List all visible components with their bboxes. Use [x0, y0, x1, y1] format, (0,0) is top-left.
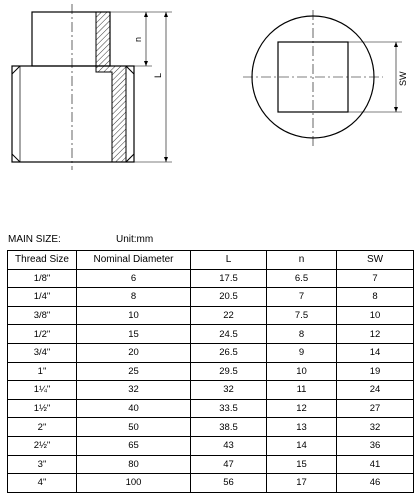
- cell-SW: 24: [337, 381, 414, 400]
- table-row: [8, 343, 414, 362]
- cell-SW: 12: [337, 325, 414, 344]
- cell-n: 6.5: [267, 269, 337, 288]
- cell-nominal-diameter: 65: [77, 436, 191, 455]
- cell-n: 7.5: [267, 306, 337, 325]
- cell-L: 43: [191, 436, 267, 455]
- cell-nominal-diameter: 40: [77, 399, 191, 418]
- cell-nominal-diameter: 80: [77, 455, 191, 474]
- top-view: [243, 10, 408, 146]
- cell-thread-size: 4": [8, 474, 77, 493]
- cell-thread-size: 2½": [8, 436, 77, 455]
- size-table: [7, 250, 414, 493]
- cell-thread-size: 1": [8, 362, 77, 381]
- cell-SW: 14: [337, 343, 414, 362]
- cell-L: 33.5: [191, 399, 267, 418]
- cell-n: 10: [267, 362, 337, 381]
- cell-SW: 10: [337, 306, 414, 325]
- header-SW: SW: [337, 251, 414, 270]
- table-row: [8, 455, 414, 474]
- table-header-row: [8, 251, 414, 270]
- cell-thread-size: 3/8": [8, 306, 77, 325]
- table-row: [8, 381, 414, 400]
- cell-nominal-diameter: 8: [77, 288, 191, 307]
- cell-nominal-diameter: 50: [77, 418, 191, 437]
- cell-nominal-diameter: 15: [77, 325, 191, 344]
- cell-SW: 41: [337, 455, 414, 474]
- section-hatch: [96, 12, 126, 162]
- cell-SW: 27: [337, 399, 414, 418]
- cell-thread-size: 1½": [8, 399, 77, 418]
- cell-n: 11: [267, 381, 337, 400]
- cell-SW: 36: [337, 436, 414, 455]
- cell-n: 9: [267, 343, 337, 362]
- cell-SW: 19: [337, 362, 414, 381]
- cell-thread-size: 3": [8, 455, 77, 474]
- table-row: [8, 306, 414, 325]
- dimension-SW-label: SW: [398, 71, 408, 86]
- table-row: [8, 362, 414, 381]
- cell-n: 8: [267, 325, 337, 344]
- cell-nominal-diameter: 20: [77, 343, 191, 362]
- cell-L: 17.5: [191, 269, 267, 288]
- cell-thread-size: 3/4": [8, 343, 77, 362]
- dimension-n: [110, 12, 152, 66]
- cell-n: 12: [267, 399, 337, 418]
- table-row: [8, 325, 414, 344]
- cell-L: 56: [191, 474, 267, 493]
- cell-SW: 7: [337, 269, 414, 288]
- cell-n: 14: [267, 436, 337, 455]
- side-view-section: [12, 4, 172, 170]
- cell-L: 38.5: [191, 418, 267, 437]
- cell-nominal-diameter: 100: [77, 474, 191, 493]
- table-row: [8, 288, 414, 307]
- header-nominal-diameter: Nominal Diameter: [77, 251, 191, 270]
- cell-L: 29.5: [191, 362, 267, 381]
- cell-n: 17: [267, 474, 337, 493]
- cell-L: 24.5: [191, 325, 267, 344]
- cell-L: 20.5: [191, 288, 267, 307]
- dimension-L-label: L: [153, 72, 163, 78]
- header-L: L: [191, 251, 267, 270]
- cell-L: 32: [191, 381, 267, 400]
- table-row: [8, 436, 414, 455]
- cell-nominal-diameter: 25: [77, 362, 191, 381]
- table-row: [8, 399, 414, 418]
- cell-n: 7: [267, 288, 337, 307]
- cell-thread-size: 1/4": [8, 288, 77, 307]
- cell-L: 22: [191, 306, 267, 325]
- cell-SW: 32: [337, 418, 414, 437]
- cell-nominal-diameter: 6: [77, 269, 191, 288]
- cell-L: 47: [191, 455, 267, 474]
- cell-nominal-diameter: 10: [77, 306, 191, 325]
- header-thread-size: Thread Size: [8, 251, 77, 270]
- cell-thread-size: 1/8": [8, 269, 77, 288]
- cell-thread-size: 1¼": [8, 381, 77, 400]
- cell-L: 26.5: [191, 343, 267, 362]
- main-size-label: MAIN SIZE:: [8, 234, 61, 245]
- unit-label: Unit:mm: [116, 234, 154, 245]
- cell-thread-size: 2": [8, 418, 77, 437]
- table-row: [8, 474, 414, 493]
- technical-drawing: [0, 0, 420, 232]
- dimension-L: [134, 12, 172, 162]
- cell-nominal-diameter: 32: [77, 381, 191, 400]
- header-n: n: [267, 251, 337, 270]
- dimension-n-label: n: [133, 36, 143, 42]
- cell-SW: 8: [337, 288, 414, 307]
- table-row: [8, 418, 414, 437]
- cell-thread-size: 1/2": [8, 325, 77, 344]
- cell-SW: 46: [337, 474, 414, 493]
- cell-n: 15: [267, 455, 337, 474]
- table-row: [8, 269, 414, 288]
- cell-n: 13: [267, 418, 337, 437]
